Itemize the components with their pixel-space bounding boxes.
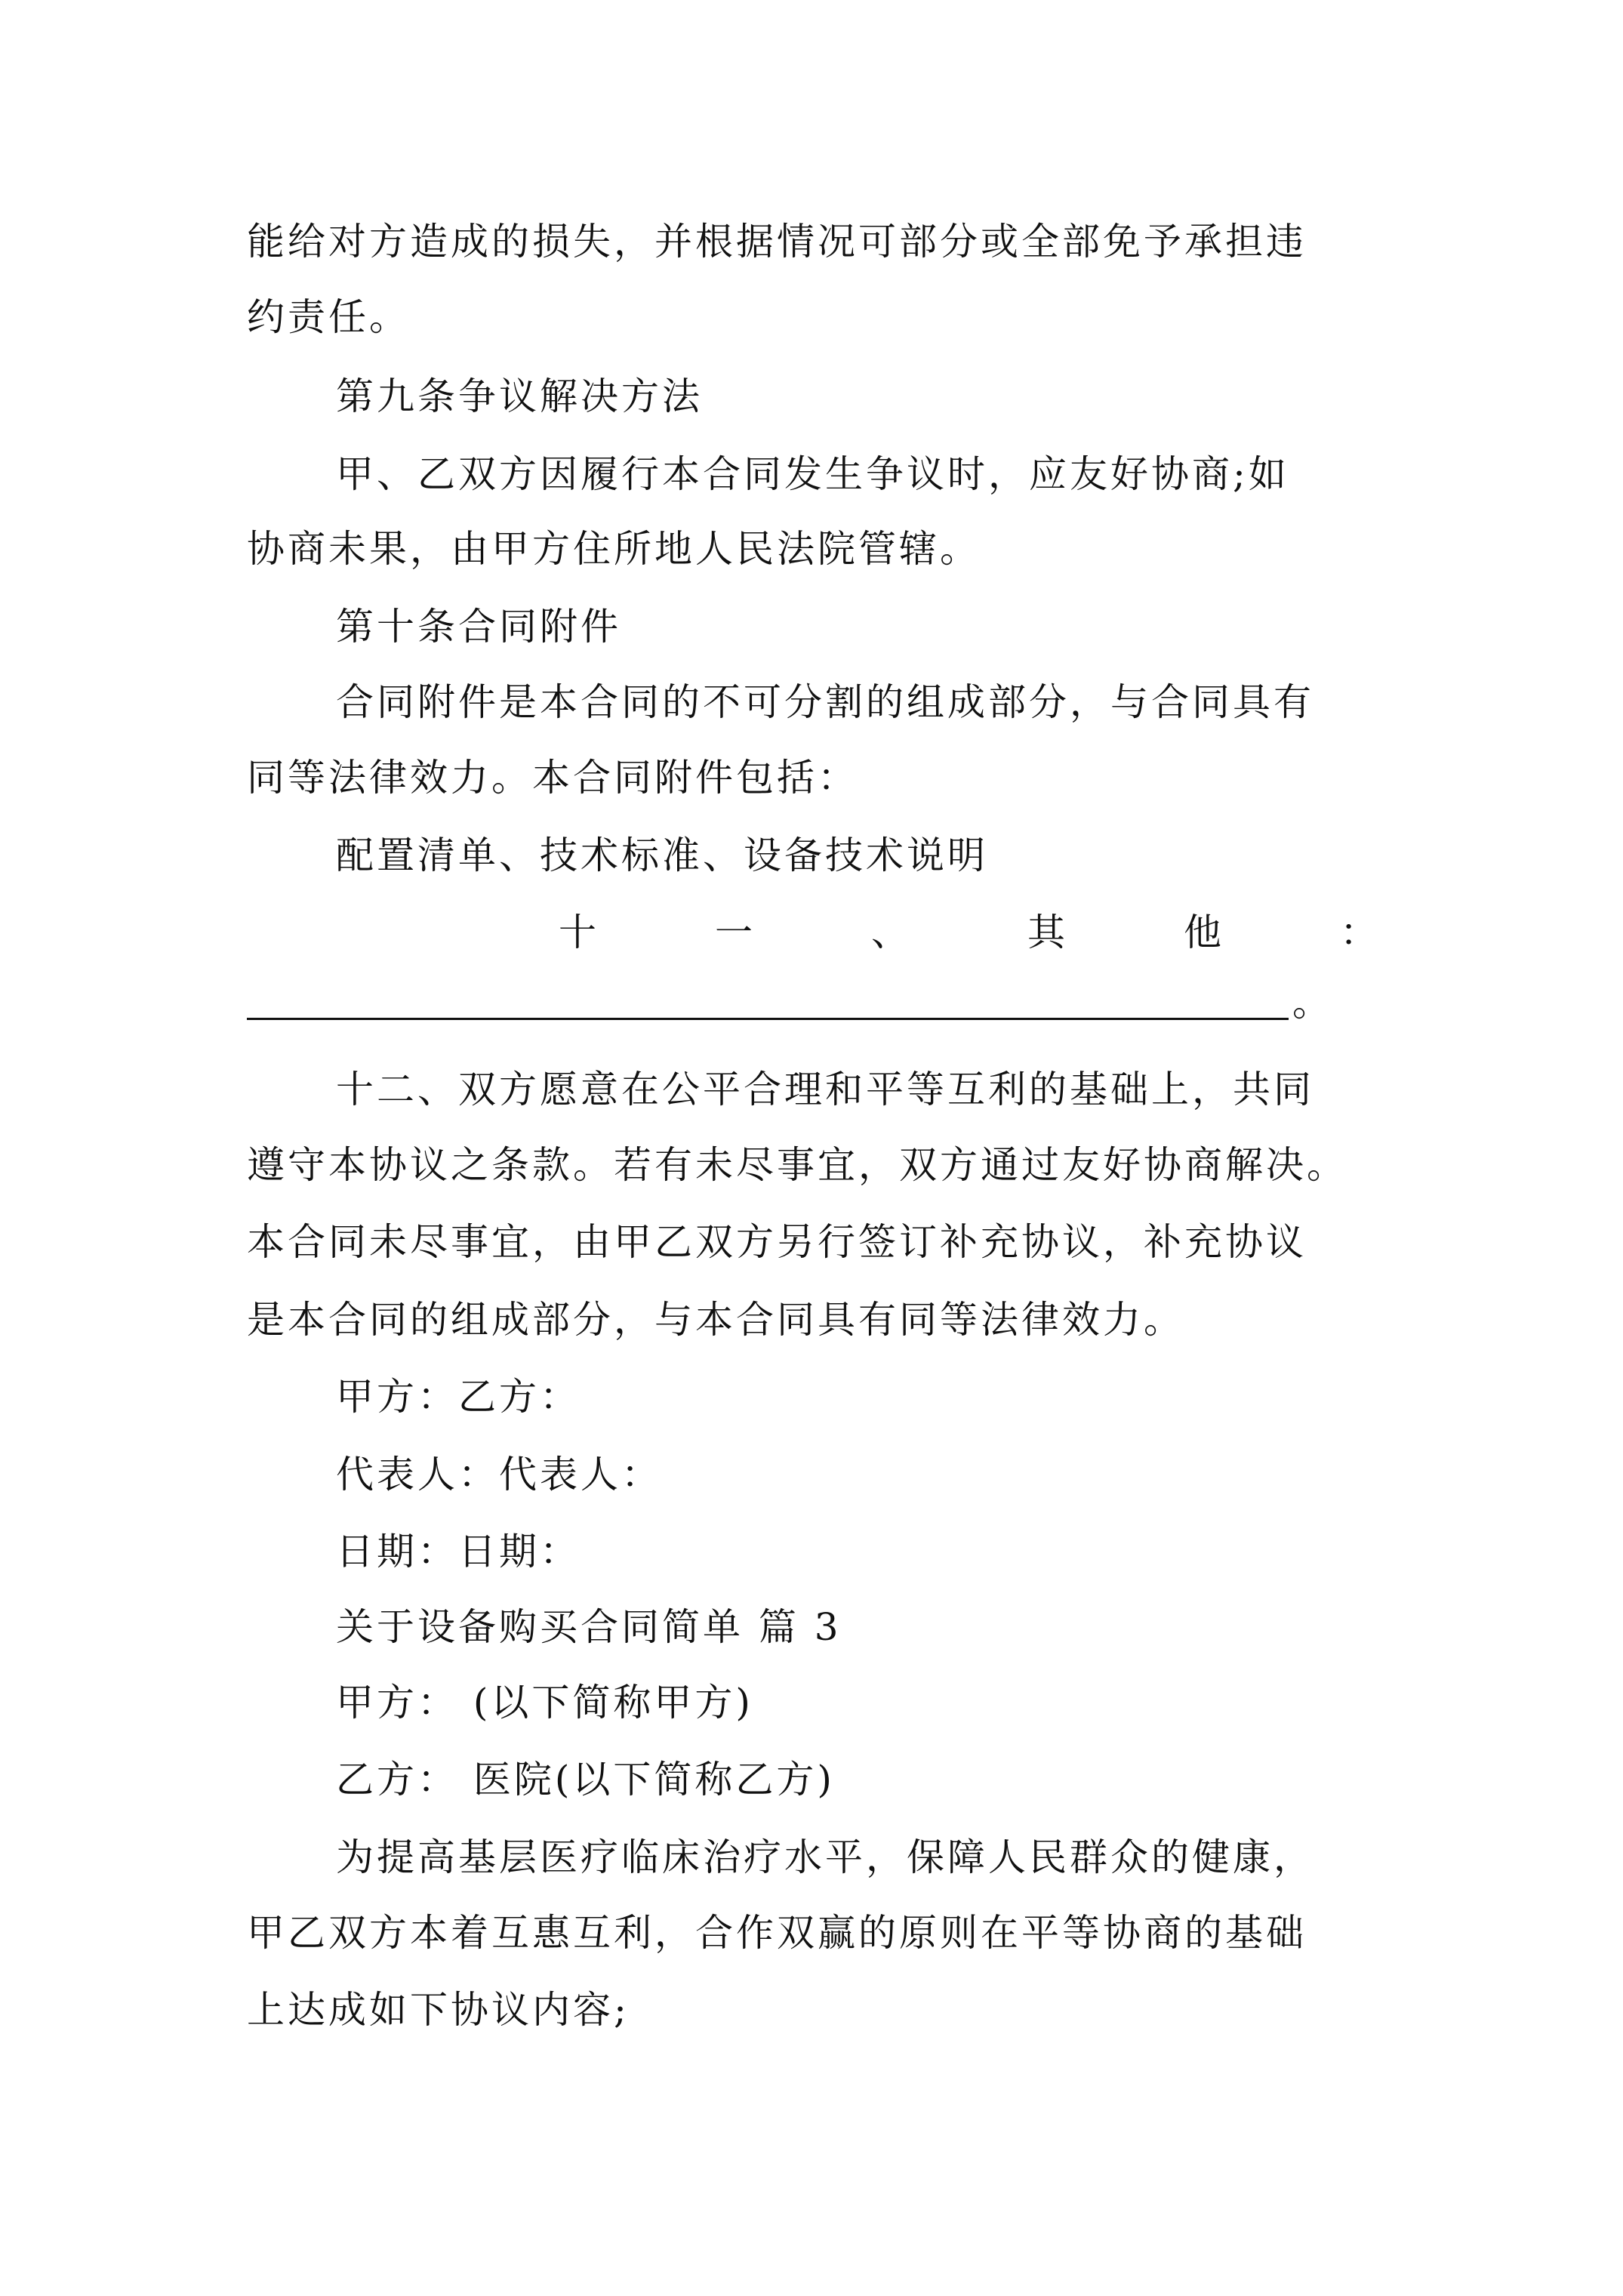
- clause-char: 他: [1184, 911, 1221, 954]
- signature-line: 代表人：代表人：: [336, 1453, 662, 1496]
- paragraph-line: 是本合同的组成部分，与本合同具有同等法律效力。: [247, 1298, 1184, 1342]
- signature-line: 甲方：乙方：: [336, 1375, 581, 1419]
- paragraph-line: 遵守本协议之条款。若有未尽事宜，双方通过友好协商解决。: [247, 1143, 1347, 1187]
- blank-end-mark: 。: [1292, 981, 1330, 1025]
- paragraph-line: 甲乙双方本着互惠互利，合作双赢的原则在平等协商的基础: [247, 1911, 1307, 1955]
- section-heading: 关于设备购买合同简单 篇 3: [336, 1605, 842, 1649]
- other-clause-line: [559, 910, 1378, 955]
- fill-in-blank-line: [247, 1018, 1289, 1020]
- party-line: 甲方： (以下简称甲方): [336, 1681, 753, 1724]
- paragraph-line: 十二、双方愿意在公平合理和平等互利的基础上，共同: [336, 1068, 1314, 1111]
- clause-char: 十: [559, 911, 596, 954]
- clause-char: 其: [1027, 911, 1065, 954]
- clause-char: 、: [871, 911, 909, 954]
- paragraph-line: 甲、乙双方因履行本合同发生争议时，应友好协商;如: [336, 452, 1289, 496]
- party-line: 乙方： 医院(以下简称乙方): [336, 1758, 835, 1801]
- clause-char: 一: [715, 911, 753, 954]
- paragraph-line: 能给对方造成的损失，并根据情况可部分或全部免予承担违: [247, 220, 1307, 264]
- paragraph-line: 约责任。: [247, 295, 410, 339]
- paragraph-line: 协商未果，由甲方住所地人民法院管辖。: [247, 527, 981, 571]
- article-heading: 第九条争议解决方法: [336, 374, 703, 418]
- paragraph-line: 合同附件是本合同的不可分割的组成部分，与合同具有: [336, 680, 1314, 724]
- paragraph-line: 本合同未尽事宜，由甲乙双方另行签订补充协议，补充协议: [247, 1220, 1307, 1264]
- paragraph-line: 上达成如下协议内容;: [247, 1988, 630, 2032]
- signature-line: 日期：日期：: [336, 1530, 581, 1573]
- paragraph-line: 配置清单、技术标准、设备技术说明: [336, 834, 988, 877]
- paragraph-line: 同等法律效力。本合同附件包括：: [247, 756, 858, 800]
- article-heading: 第十条合同附件: [336, 605, 621, 649]
- paragraph-line: 为提高基层医疗临床治疗水平，保障人民群众的健康，: [336, 1835, 1314, 1879]
- clause-char: ：: [1340, 911, 1378, 954]
